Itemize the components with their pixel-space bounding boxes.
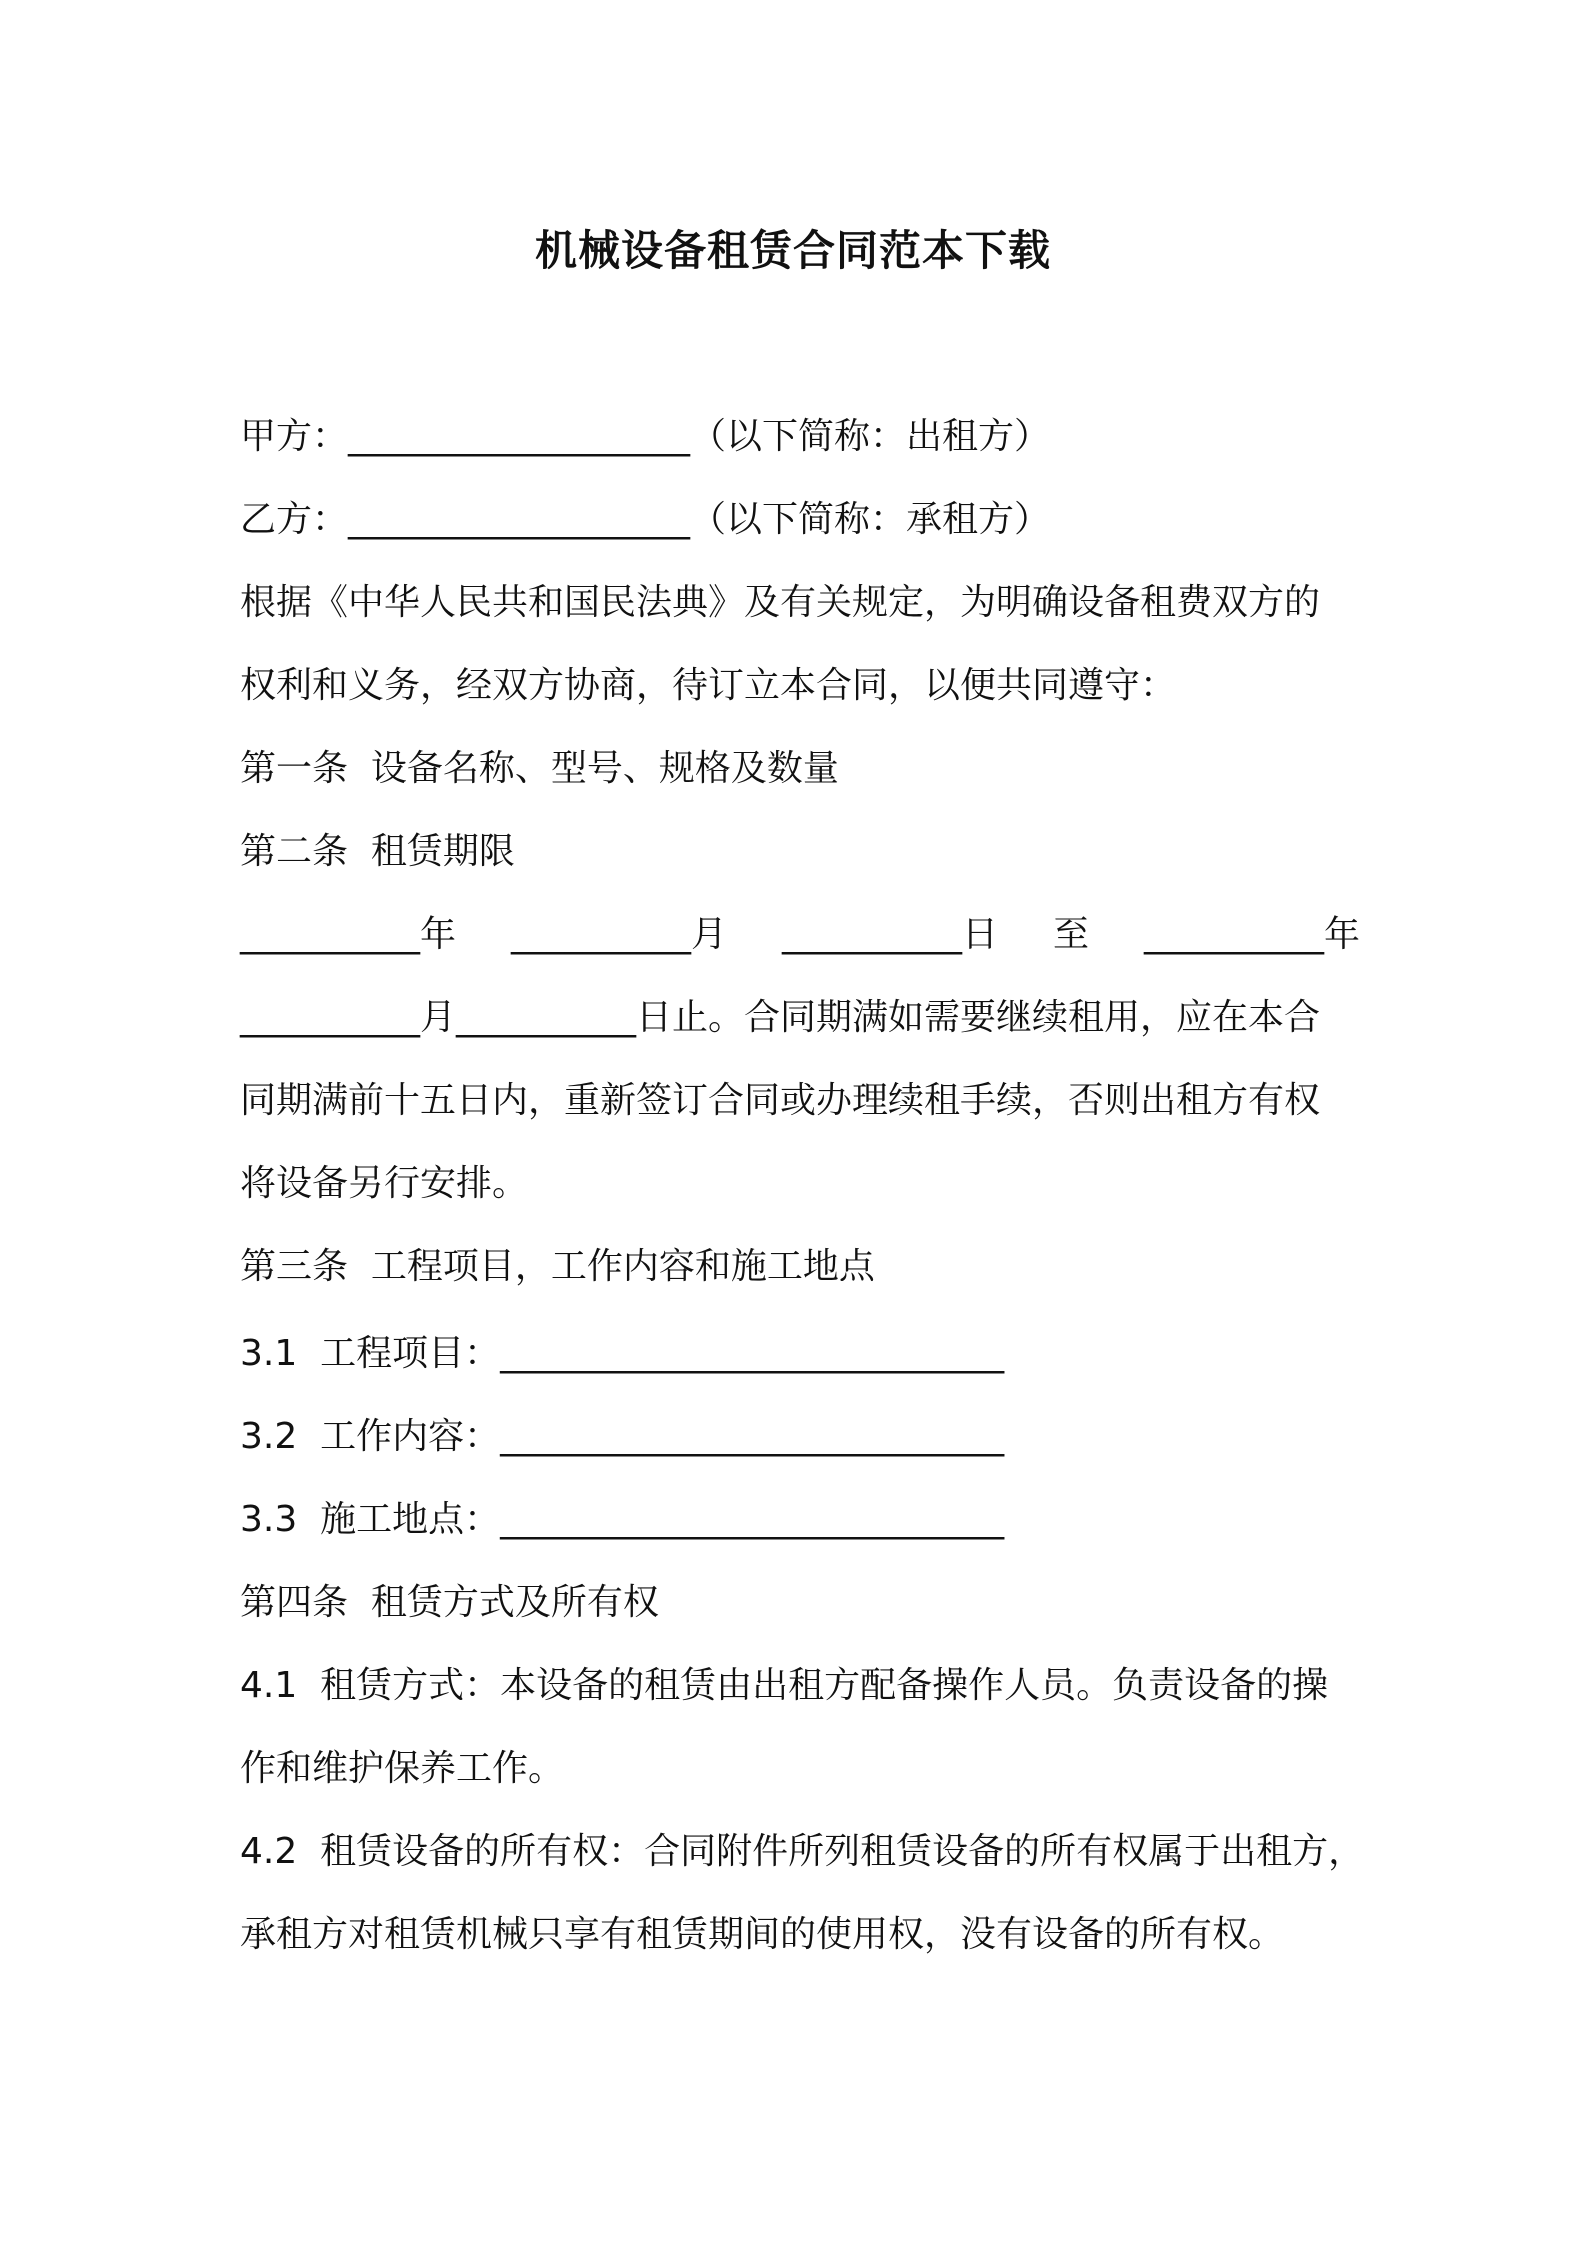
lease-term-line-4: 将设备另行安排。 [240, 1163, 529, 1204]
preamble-line-1: 根据《中华人民共和国民法典》及有关规定，为明确设备租费双方的 [240, 582, 1321, 623]
document-title: 机械设备租赁合同范本下载 [534, 226, 1051, 275]
lease-date-line [240, 911, 1360, 959]
preamble-line-2: 权利和义务，经双方协商，待订立本合同，以便共同遵守： [240, 665, 1177, 706]
clause-4-1-line-2: 作和维护保养工作。 [240, 1748, 565, 1789]
end-month-blank: __________ [240, 997, 420, 1038]
party-a-line: 甲方：___________________（以下简称：出租方） [240, 416, 1051, 457]
clause-4-1-line-1: 4.1 租赁方式：本设备的租赁由出租方配备操作人员。负责设备的操 [240, 1665, 1329, 1706]
to-word: 至 [1052, 914, 1089, 955]
start-year-blank: __________年 [240, 914, 457, 955]
clause-4-2-line-2: 承租方对租赁机械只享有租赁期间的使用权，没有设备的所有权。 [240, 1914, 1285, 1955]
clause-3-2: 3.2 工作内容：____________________________ [240, 1416, 1005, 1457]
clause-3-1: 3.1 工程项目：____________________________ [240, 1333, 1005, 1374]
article-4-heading: 第四条 租赁方式及所有权 [240, 1582, 659, 1623]
clause-3-3: 3.3 施工地点：____________________________ [240, 1499, 1005, 1540]
article-3-heading: 第三条 工程项目，工作内容和施工地点 [240, 1246, 875, 1287]
article-1-heading: 第一条 设备名称、型号、规格及数量 [240, 748, 839, 789]
lease-term-line-3: 同期满前十五日内，重新签订合同或办理续租手续，否则出租方有权 [240, 1080, 1321, 1121]
article-2-heading: 第二条 租赁期限 [240, 831, 515, 872]
start-day-blank: __________日 [781, 914, 998, 955]
party-b-line: 乙方：___________________（以下简称：承租方） [240, 499, 1051, 540]
end-year-blank: __________年 [1143, 914, 1360, 955]
start-month-blank: __________月 [510, 914, 727, 955]
lease-term-text-2: 月__________日止。合同期满如需要继续租用，应在本合 [420, 997, 1321, 1038]
lease-term-line-2 [240, 994, 1360, 1042]
clause-4-2-line-1: 4.2 租赁设备的所有权：合同附件所列租赁设备的所有权属于出租方， [240, 1831, 1365, 1872]
